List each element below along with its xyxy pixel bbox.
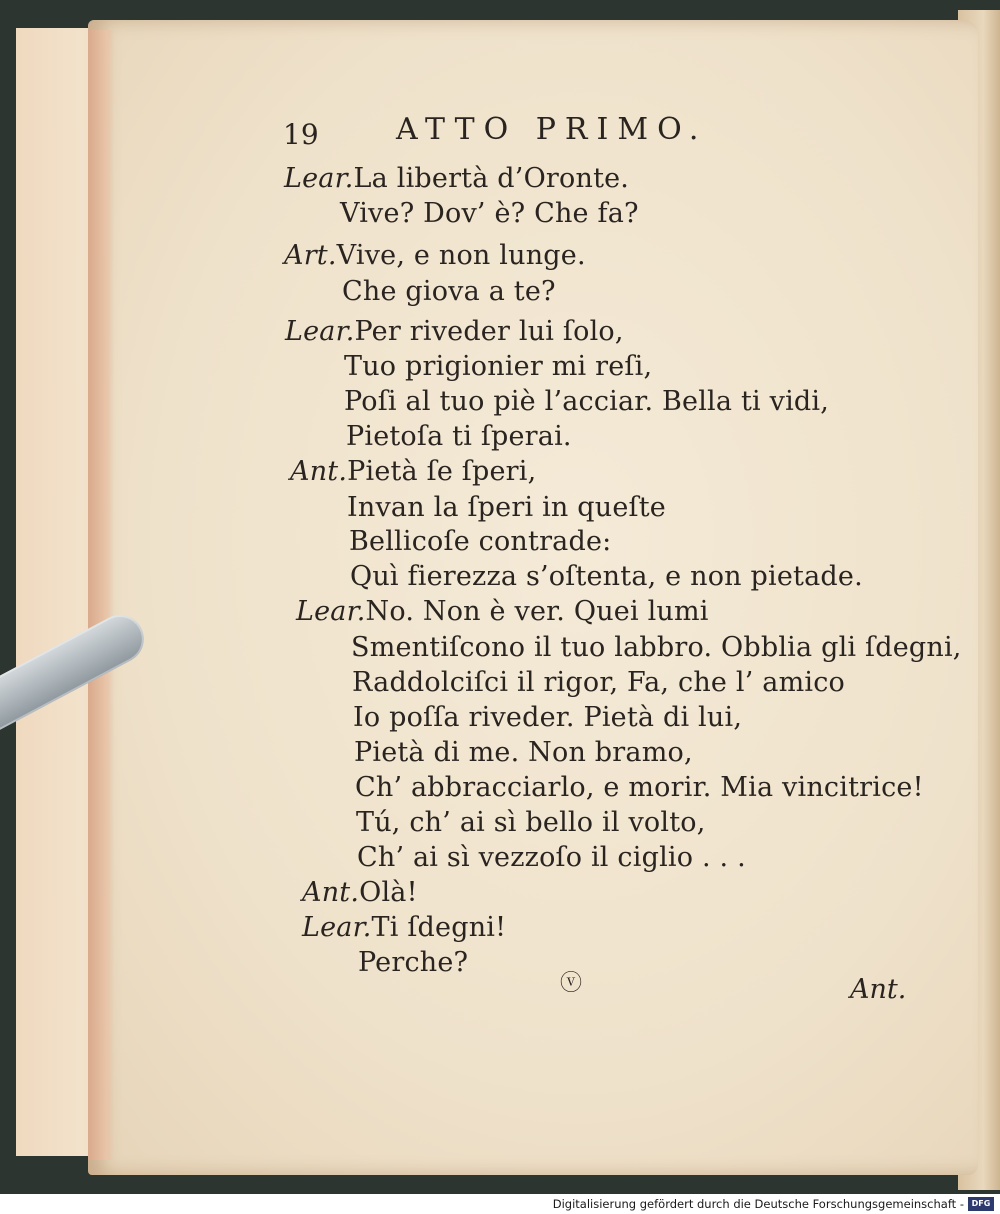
speaker-label: Lear. — [285, 316, 355, 347]
line-text: Tú, ch’ ai sì bello il volto, — [356, 807, 706, 838]
verse-line — [340, 198, 639, 229]
funding-notice: Digitalisierung gefördert durch die Deutsche Forschungsgemeinschaft - — [552, 1197, 964, 1211]
verse-line — [296, 596, 709, 627]
verse-line — [344, 386, 829, 417]
line-text: Pietà ſe ſperi, — [347, 456, 537, 487]
line-text: Io poſſa riveder. Pietà di lui, — [353, 702, 743, 733]
verse-line — [351, 632, 962, 663]
verse-line — [342, 276, 556, 307]
verse-line — [355, 772, 924, 803]
verse-line — [344, 351, 652, 382]
line-text: La libertà d’Oronte. — [353, 163, 630, 194]
running-title: ATTO PRIMO. — [396, 112, 708, 147]
line-text: Perche? — [358, 947, 469, 978]
line-text: Raddolciſci il rigor, Fa, che l’ amico — [352, 667, 845, 698]
line-text: Olà! — [359, 877, 418, 908]
page-number: 19 — [283, 118, 319, 151]
verse-line — [346, 421, 572, 452]
signature-mark: ⓥ — [560, 971, 583, 996]
verse-line — [354, 737, 693, 768]
verse-line — [350, 561, 863, 592]
verse-line — [347, 492, 666, 523]
line-text: Invan la ſperi in queſte — [347, 492, 666, 523]
catchword: Ant. — [850, 974, 907, 1005]
line-text: Per riveder lui ſolo, — [354, 316, 624, 347]
speaker-label: Ant. — [290, 456, 348, 487]
verse-line — [284, 240, 586, 271]
verse-line — [284, 163, 629, 194]
speaker-label: Lear. — [284, 163, 354, 194]
line-text: Ti ſdegni! — [371, 912, 507, 943]
line-text: Vive? Dov’ è? Che fa? — [340, 198, 639, 229]
verse-line — [290, 456, 536, 487]
line-text: Vive, e non lunge. — [336, 240, 586, 271]
verse-line — [302, 877, 418, 908]
verse-line — [353, 702, 742, 733]
speaker-label: Ant. — [302, 877, 360, 908]
line-text: Bellicoſe contrade: — [349, 526, 612, 557]
line-text: No. Non è ver. Quei lumi — [365, 596, 709, 627]
verse-line — [302, 912, 506, 943]
digitization-footer — [0, 1194, 1000, 1214]
line-text: Smentiſcono il tuo labbro. Obblia gli ſdegni, — [351, 632, 962, 663]
verse-line — [352, 667, 845, 698]
line-text: Pietà di me. Non bramo, — [354, 737, 693, 768]
speaker-label: Art. — [284, 240, 337, 271]
line-text: Ch’ abbracciarlo, e morir. Mia vincitrice! — [355, 772, 924, 803]
verse-line — [356, 807, 705, 838]
line-text: Tuo prigionier mi reſi, — [344, 351, 653, 382]
line-text: Poſi al tuo piè l’acciar. Bella ti vidi, — [344, 386, 830, 417]
line-text: Pietoſa ti ſperai. — [346, 421, 572, 452]
dfg-logo: DFG — [968, 1197, 994, 1211]
verse-line — [358, 947, 468, 978]
speaker-label: Lear. — [302, 912, 372, 943]
speaker-label: Lear. — [296, 596, 366, 627]
line-text: Ch’ ai sì vezzoſo il ciglio . . . — [357, 842, 746, 873]
verse-line — [357, 842, 746, 873]
verse-line — [285, 316, 624, 347]
verse-line — [349, 526, 611, 557]
line-text: Che giova a te? — [342, 276, 556, 307]
line-text: Quì fierezza s’oſtenta, e non pietade. — [350, 561, 863, 592]
